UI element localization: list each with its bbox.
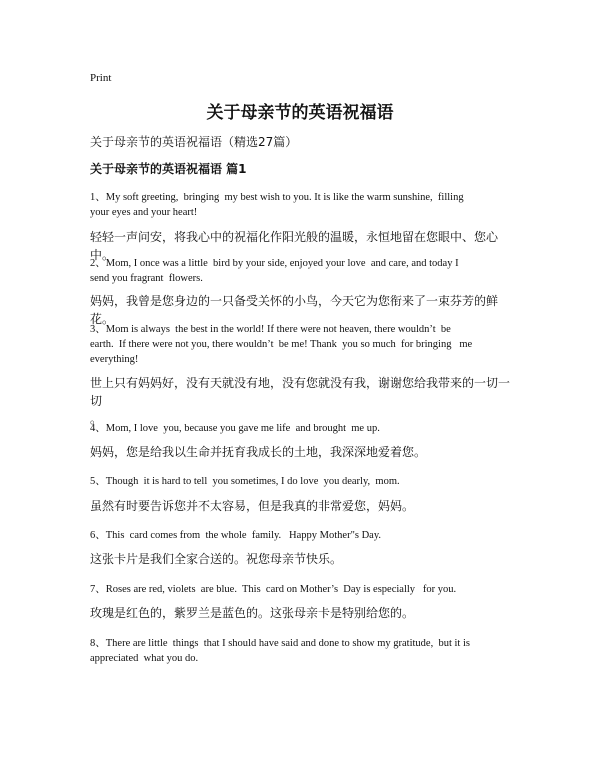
item-7-chinese: 玫瑰是红色的，紫罗兰是蓝色的。这张母亲卡是特别给您的。	[90, 606, 415, 620]
item-6-english: 6、This card comes from the whole family. Happy Mother"s Day.	[90, 530, 382, 541]
item-2-chinese: 妈妈，我曾是您身边的一只备受关怀的小鸟，今天它为您衔来了一束芬芳的鲜花。	[90, 294, 499, 326]
document-subtitle: 关于母亲节的英语祝福语（精选27篇）	[90, 135, 298, 149]
print-label[interactable]: Print	[90, 72, 112, 84]
item-3-chinese: 世上只有妈妈好，没有天就没有地，没有您就没有我，谢谢您给我带来的一切一切 。	[90, 376, 511, 426]
item-1-chinese: 轻轻一声问安，将我心中的祝福化作阳光般的温暖，永恒地留在您眼中、您心中。	[90, 230, 499, 262]
item-6-chinese: 这张卡片是我们全家合送的。祝您母亲节快乐。	[90, 552, 343, 566]
item-1-english: 1、My soft greeting, bringing my best wish to you. It is like the warm sunshine, filling your eyes and your heart!	[90, 192, 464, 218]
item-5-english: 5、Though it is hard to tell you sometimes, I do love you dearly, mom.	[90, 476, 400, 487]
item-2-english: 2、Mom, I once was a little bird by your side, enjoyed your love and care, and today I send you fragrant flowers.	[90, 258, 459, 284]
item-5-chinese: 虽然有时要告诉您并不太容易，但是我真的非常爱您，妈妈。	[90, 499, 415, 513]
item-8-english: 8、There are little things that I should have said and done to show my gratitude, but it is appreciated what you do.	[90, 638, 470, 664]
item-7-english: 7、Roses are red, violets are blue. This card on Mother’s Day is especially for you.	[90, 584, 457, 595]
item-3-english: 3、Mom is always the best in the world! If there were not heaven, there wouldn’t be earth. If there were not you, there wouldn’t be me! Thank you so much for bringing me everything!	[90, 324, 473, 365]
item-4-chinese: 妈妈，您是给我以生命并抚育我成长的土地，我深深地爱着您。	[90, 445, 427, 459]
section-heading: 关于母亲节的英语祝福语 篇1	[90, 162, 247, 176]
document-title: 关于母亲节的英语祝福语	[206, 103, 394, 123]
item-4-english: 4、Mom, I love you, because you gave me life and brought me up.	[90, 423, 380, 434]
